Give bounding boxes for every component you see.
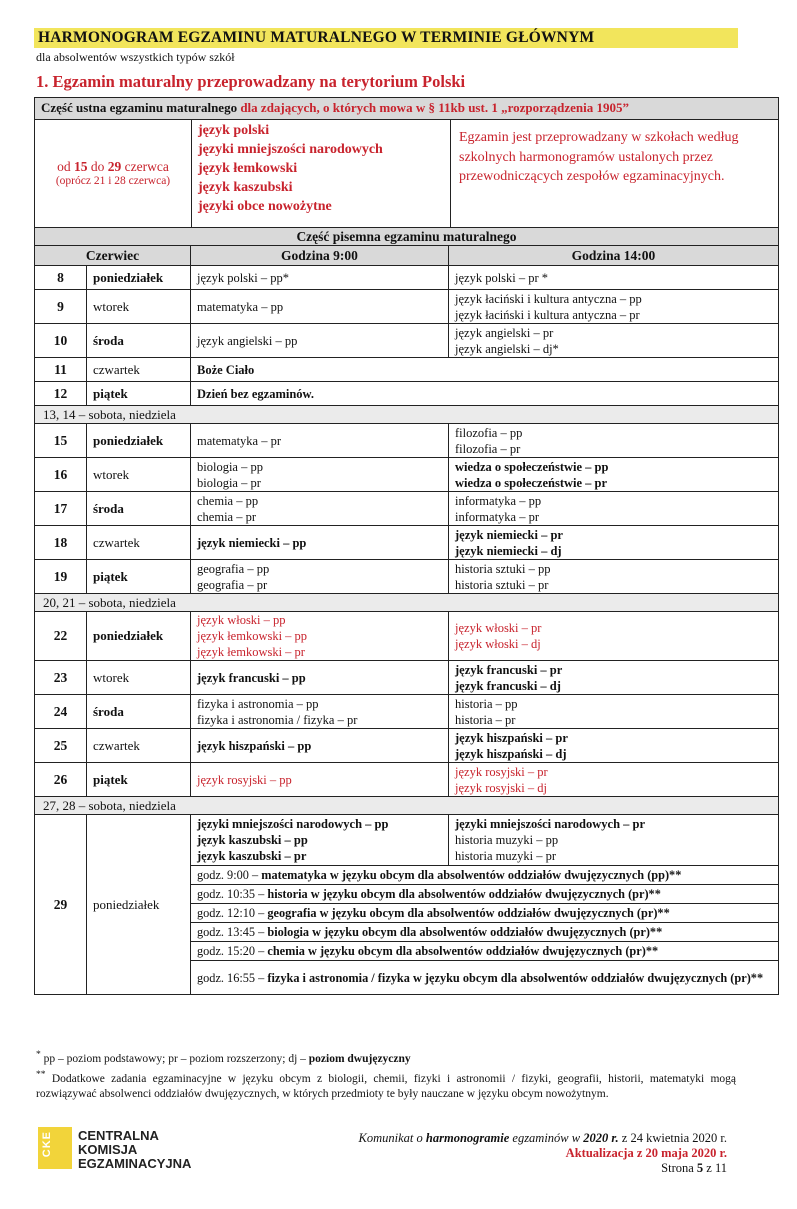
schedule-row [35,661,779,695]
exam-entry: biologia – pr [197,475,261,490]
oral-dates-prefix: od [57,159,75,174]
page-label: Strona [661,1161,697,1175]
afternoon-exams [449,458,779,492]
exam-entry: historia – pp [455,696,518,711]
exam-entry: historia muzyki – pp [455,833,559,847]
comm-bold: harmonogramie [425,1131,510,1145]
morning-exams [191,612,449,661]
oral-subject: język polski [198,123,270,138]
bilingual-exam [191,904,779,923]
weekday: poniedziałek [87,612,191,661]
exam-entry: język łaciński i kultura antyczna – pr [455,307,640,322]
weekday: wtorek [87,458,191,492]
morning-exams [191,492,449,526]
bilingual-exam [191,961,779,995]
exam-time: godz. 16:55 – [197,970,268,985]
section-heading: 1. Egzamin maturalny przeprowadzany na terytorium Polski [36,72,466,91]
afternoon-exams [449,424,779,458]
footnote-1-bold: poziom dwujęzyczny [308,1052,411,1065]
bilingual-exam [191,866,779,885]
exam-time: godz. 12:10 – [197,906,268,920]
day-number: 11 [35,358,87,382]
schedule-row [35,424,779,458]
morning-exams [191,815,449,866]
exam-subject: fizyka i astronomia / fizyka w języku obcym dla absolwentów oddziałów dwujęzycznych (pr)** [267,970,764,985]
afternoon-exams [449,560,779,594]
communique-line [359,1131,727,1146]
day-number: 8 [35,266,87,290]
oral-dates-suffix: czerwca [121,159,169,174]
morning-exams [191,266,449,290]
day-number: 23 [35,661,87,695]
page-subtitle: dla absolwentów wszystkich typów szkół [36,50,235,64]
day-number: 17 [35,492,87,526]
weekday: czwartek [87,526,191,560]
exam-entry: fizyka i astronomia / fizyka – pr [197,712,358,727]
exam-entry: język angielski – pr [455,325,554,340]
page-number [359,1161,727,1176]
exam-entry: historia sztuki – pr [455,577,549,592]
exam-entry: filozofia – pr [455,441,521,456]
oral-header-note: dla zdających, o których mowa w § 11kb ust. 1 „rozporządzenia 1905” [237,100,630,115]
oral-dates-note: (oprócz 21 i 28 czerwca) [55,175,171,187]
exam-entry: biologia – pp [197,459,263,474]
weekday: środa [87,324,191,358]
schedule-row [35,526,779,560]
weekend-row: 27, 28 – sobota, niedziela [35,797,779,815]
exam-time: godz. 13:45 – [197,925,268,939]
morning-exams [191,424,449,458]
oral-dates-mid: do [87,159,108,174]
exam-entry: język kaszubski – pr [197,849,307,863]
afternoon-exams [449,526,779,560]
exam-time: godz. 15:20 – [197,944,268,958]
footnote-1-text: pp – poziom podstawowy; pr – poziom rozszerzony; dj – [40,1052,309,1065]
schedule-row [35,763,779,797]
day-number: 22 [35,612,87,661]
day-number: 29 [35,815,87,995]
logo-line: CENTRALNA [78,1128,159,1143]
oral-exam-table [34,97,779,228]
exam-entry: historia sztuki – pp [455,561,551,576]
exam-entry: język łaciński i kultura antyczna – pp [455,291,642,306]
schedule-row [35,612,779,661]
page-title: HARMONOGRAM EGZAMINU MATURALNEGO W TERMINIE GŁÓWNYM [38,29,595,46]
oral-dates [35,120,192,228]
cke-logo [38,1127,213,1172]
footnotes [36,1047,736,1102]
exam-time: godz. 9:00 – [197,868,262,882]
page-num: 5 [696,1161,704,1175]
day-number: 9 [35,290,87,324]
schedule-row [35,729,779,763]
day-number: 24 [35,695,87,729]
special-day-note: Dzień bez egzaminów. [191,382,779,406]
cke-logo-letters: CKE [41,1131,53,1158]
exam-entry: chemia – pr [197,509,257,524]
morning-exams [191,526,449,560]
exam-entry: język niemiecki – pp [197,535,307,550]
day-number: 10 [35,324,87,358]
logo-line: KOMISJA [78,1142,138,1157]
weekday: piątek [87,382,191,406]
footnote-1-mark: * [36,1049,41,1060]
schedule-row [35,266,779,290]
exam-entry: język włoski – dj [455,637,541,651]
exam-subject: biologia w języku obcym dla absolwentów oddziałów dwujęzycznych (pr)** [267,925,663,939]
schedule-row [35,695,779,729]
bilingual-exam [191,885,779,904]
month-header: Czerwiec [35,246,191,266]
exam-entry: geografia – pr [197,577,268,592]
exam-entry: matematyka – pp [197,299,284,314]
weekday: środa [87,492,191,526]
exam-entry: matematyka – pr [197,433,281,448]
morning-header: Godzina 9:00 [191,246,449,266]
weekday: poniedziałek [87,266,191,290]
exam-entry: język francuski – pp [197,670,306,685]
exam-entry: języki mniejszości narodowych – pp [197,817,389,831]
morning-exams [191,560,449,594]
exam-entry: język francuski – dj [455,678,561,693]
footnote-2-text: Dodatkowe zadania egzaminacyjne w języku obcym z biologii, chemii, fizyki i astronomii / fizyki, geografii, historii, matematyki mogą rozwiązywać absolwenci oddziałów dwujęzycznych, w których przedmioty te były nauczane w języku obcym nowożytnym. [36,1072,736,1100]
bilingual-exam [191,942,779,961]
update-line: Aktualizacja z 20 maja 2020 r. [565,1146,727,1160]
bilingual-exam [191,923,779,942]
schedule-row [35,594,779,612]
cke-logo-mark [38,1127,72,1169]
oral-subject: język kaszubski [198,180,293,195]
exam-entry: język rosyjski – pp [197,772,292,787]
exam-entry: informatyka – pp [455,493,542,508]
schedule-row [35,560,779,594]
morning-exams [191,729,449,763]
afternoon-exams [449,815,779,866]
footnote-1 [36,1047,736,1067]
oral-header-title: Część ustna egzaminu maturalnego [41,100,238,115]
exam-subject: chemia w języku obcym dla absolwentów oddziałów dwujęzycznych (pr)** [267,944,659,958]
afternoon-header: Godzina 14:00 [449,246,779,266]
day-number: 26 [35,763,87,797]
special-day-note: Boże Ciało [191,358,779,382]
exam-entry: fizyka i astronomia – pp [197,696,319,711]
afternoon-exams [449,492,779,526]
morning-exams [191,290,449,324]
footnote-2 [36,1067,736,1102]
weekday: czwartek [87,729,191,763]
exam-entry: język włoski – pr [455,621,542,635]
day-number: 15 [35,424,87,458]
morning-exams [191,763,449,797]
exam-entry: języki mniejszości narodowych – pr [455,817,646,831]
oral-info: Egzamin jest przeprowadzany w szkołach według szkolnych harmonogramów ustalonych przez przewodniczących zespołów egzaminacyjnych. [451,120,779,228]
afternoon-exams [449,729,779,763]
exam-entry: język angielski – pp [197,333,298,348]
afternoon-exams [449,661,779,695]
schedule-row [35,458,779,492]
exam-entry: wiedza o społeczeństwie – pp [455,459,609,474]
exam-entry: język polski – pr * [455,270,549,285]
weekday: piątek [87,763,191,797]
oral-dates-from: 15 [74,159,88,174]
exam-entry: geografia – pp [197,561,270,576]
comm-date: z 24 kwietnia 2020 r. [618,1131,727,1145]
exam-entry: język łemkowski – pr [197,645,305,659]
exam-entry: historia muzyki – pr [455,849,557,863]
weekday: poniedziałek [87,424,191,458]
schedule-row [35,815,779,866]
morning-exams [191,695,449,729]
schedule-row [35,492,779,526]
morning-exams [191,458,449,492]
oral-subject: języki obce nowożytne [198,199,332,214]
exam-entry: informatyka – pr [455,509,540,524]
written-title: Część pisemna egzaminu maturalnego [35,228,779,246]
exam-subject: geografia w języku obcym dla absolwentów oddziałów dwujęzycznych (pr)** [267,906,670,920]
comm-year: 2020 r. [583,1131,619,1145]
day-number: 25 [35,729,87,763]
logo-line: EGZAMINACYJNA [78,1156,192,1171]
day-number: 16 [35,458,87,492]
exam-entry: język niemiecki – dj [455,543,562,558]
exam-entry: język łemkowski – pp [197,629,308,643]
oral-subject: języki mniejszości narodowych [198,142,383,157]
exam-entry: chemia – pp [197,493,259,508]
oral-subject: język łemkowski [198,161,298,176]
exam-entry: język kaszubski – pp [197,833,308,847]
exam-entry: język niemiecki – pr [455,527,563,542]
afternoon-exams [449,324,779,358]
weekday: piątek [87,560,191,594]
written-exam-table [34,227,779,995]
morning-exams [191,661,449,695]
morning-exams [191,324,449,358]
exam-entry: język polski – pp* [197,270,290,285]
afternoon-exams [449,266,779,290]
exam-entry: język hiszpański – dj [455,746,567,761]
exam-entry: język rosyjski – dj [455,780,548,795]
exam-entry: język hiszpański – pp [197,738,312,753]
exam-entry: język francuski – pr [455,662,563,677]
oral-dates-line [57,159,169,174]
day-number: 12 [35,382,87,406]
weekday: poniedziałek [87,815,191,995]
afternoon-exams [449,763,779,797]
weekday: czwartek [87,358,191,382]
weekday: wtorek [87,661,191,695]
day-number: 19 [35,560,87,594]
comm-part: egzaminów w [509,1131,584,1145]
weekday: wtorek [87,290,191,324]
cke-logo-text [78,1129,191,1171]
page-total: z 11 [703,1161,727,1175]
schedule-row [35,797,779,815]
exam-entry: wiedza o społeczeństwie – pr [455,475,608,490]
schedule-row [35,382,779,406]
afternoon-exams [449,612,779,661]
oral-subjects [192,120,451,228]
weekday: środa [87,695,191,729]
schedule-row [35,290,779,324]
exam-entry: historia – pr [455,712,516,727]
oral-dates-to: 29 [107,159,122,174]
weekend-row: 20, 21 – sobota, niedziela [35,594,779,612]
exam-entry: język hiszpański – pr [455,730,568,745]
footnote-2-mark: ** [36,1068,46,1080]
exam-subject: historia w języku obcym dla absolwentów oddziałów dwujęzycznych (pr)** [267,887,661,901]
oral-header [35,98,779,120]
exam-time: godz. 10:35 – [197,887,268,901]
exam-subject: matematyka w języku obcym dla absolwentów oddziałów dwujęzycznych (pp)** [261,868,682,882]
exam-entry: filozofia – pp [455,425,523,440]
communique-info [359,1131,727,1176]
exam-entry: język angielski – dj* [455,341,559,356]
comm-part: Komunikat o [358,1131,426,1145]
schedule-row [35,358,779,382]
weekend-row: 13, 14 – sobota, niedziela [35,406,779,424]
schedule-row [35,406,779,424]
day-number: 18 [35,526,87,560]
afternoon-exams [449,290,779,324]
exam-entry: język rosyjski – pr [455,764,548,779]
schedule-row [35,324,779,358]
exam-entry: język włoski – pp [197,613,286,627]
afternoon-exams [449,695,779,729]
